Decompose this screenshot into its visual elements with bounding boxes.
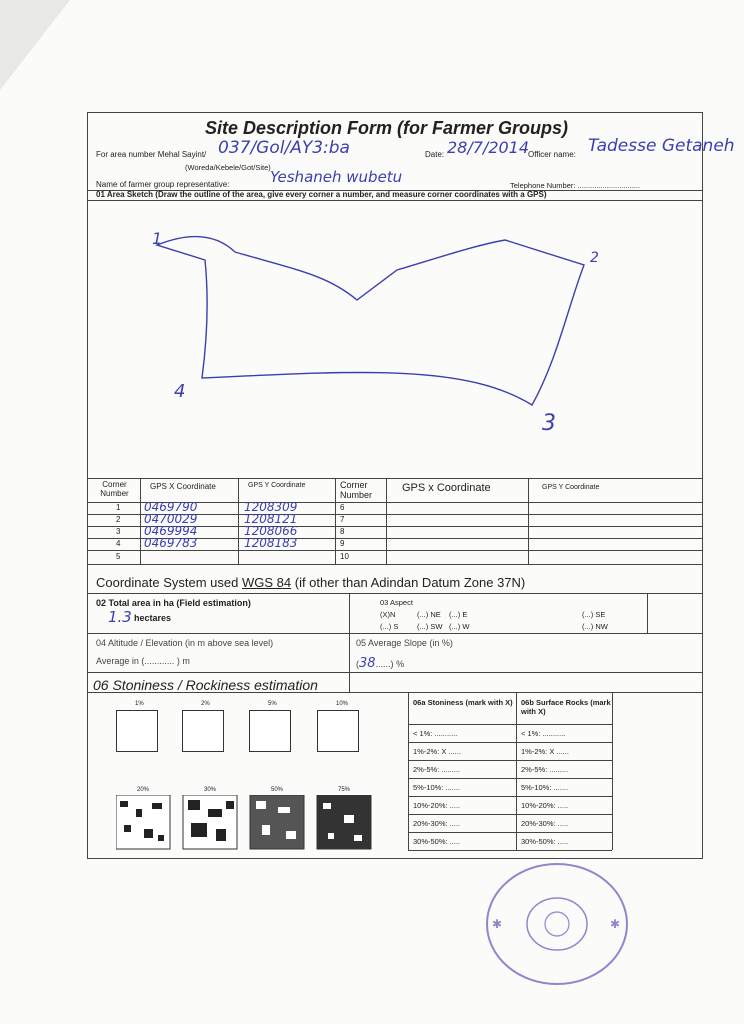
corner-label: 2 <box>590 250 599 266</box>
stoniness-row[interactable]: 1%-2%: X ...... <box>413 747 461 756</box>
altitude-label: 04 Altitude / Elevation (in m above sea level) <box>96 638 274 648</box>
officer-value[interactable]: Tadesse Getaneh <box>588 136 735 156</box>
date-value[interactable]: 28/7/2014 <box>447 138 530 157</box>
aspect-option-se[interactable]: (...) SE <box>582 610 606 619</box>
stoniness-samples-dense <box>116 795 372 851</box>
col-header: GPS x Coordinate <box>402 482 491 494</box>
stoniness-row[interactable]: 10%-20%: ..... <box>413 801 461 810</box>
surface-rocks-row[interactable]: < 1%: ........... <box>521 729 566 738</box>
stoniness-sample-1 <box>116 710 158 752</box>
stoniness-row[interactable]: < 1%: ........... <box>413 729 458 738</box>
phone-label: Telephone Number: .............................. <box>510 181 641 190</box>
aspect-option-nw[interactable]: (...) NW <box>582 622 608 631</box>
row-number: 1 <box>116 503 121 512</box>
stoniness-row[interactable]: 2%-5%: ......... <box>413 765 461 774</box>
surface-rocks-col-title: 06b Surface Rocks (mark with X) <box>521 698 611 716</box>
gps-x-value[interactable]: 0469783 <box>144 536 198 550</box>
area-sketch <box>87 200 701 470</box>
gps-y-value[interactable]: 1208309 <box>244 500 298 514</box>
stoniness-sample-2 <box>182 710 224 752</box>
gps-x-value[interactable]: 0469994 <box>144 524 198 538</box>
aspect-label: 03 Aspect <box>380 598 413 607</box>
total-area-unit: hectares <box>134 613 172 623</box>
stoniness-row[interactable]: 20%-30%: ..... <box>413 819 461 828</box>
sample-label: 5% <box>268 701 277 707</box>
stoniness-heading: 06 Stoniness / Rockiness estimation <box>93 677 318 693</box>
stoniness-sample-5 <box>249 710 291 752</box>
officer-label: Officer name: <box>528 150 576 159</box>
sample-label: 2% <box>201 701 210 707</box>
coord-system-suffix: (if other than Adindan Datum Zone 37N) <box>294 575 526 590</box>
row-number: 2 <box>116 515 121 524</box>
col-header: GPS X Coordinate <box>150 482 216 491</box>
row-number: 3 <box>116 527 121 536</box>
gps-x-value[interactable]: 0469790 <box>144 500 198 514</box>
aspect-option-s[interactable]: (...) S <box>380 622 399 631</box>
row-number: 7 <box>340 515 345 524</box>
stoniness-col-title: 06a Stoniness (mark with X) <box>413 698 513 707</box>
svg-text:✱: ✱ <box>610 917 621 931</box>
aspect-option-ne[interactable]: (...) NE <box>417 610 441 619</box>
gps-y-value[interactable]: 1208183 <box>244 536 298 550</box>
stoniness-row[interactable]: 5%-10%: ....... <box>413 783 461 792</box>
woreda-note: (Woreda/Kebele/Got/Site) <box>185 163 271 172</box>
aspect-option-n[interactable]: (X)N <box>380 610 396 619</box>
coord-system-prefix: Coordinate System used <box>96 575 239 590</box>
row-number: 5 <box>116 552 121 561</box>
total-area-value[interactable]: 1.3 <box>108 608 132 626</box>
surface-rocks-row[interactable]: 20%-30%: ..... <box>521 819 569 828</box>
surface-rocks-row[interactable]: 1%-2%: X ...... <box>521 747 569 756</box>
surface-rocks-row[interactable]: 5%-10%: ....... <box>521 783 569 792</box>
row-number: 4 <box>116 539 121 548</box>
sample-label: 1% <box>135 701 144 707</box>
altitude-value-line[interactable]: Average in (............ ) m <box>96 656 190 666</box>
gps-x-value[interactable]: 0470029 <box>144 512 198 526</box>
row-number: 8 <box>340 527 345 536</box>
col-header: Corner Number <box>340 480 373 500</box>
col-header: GPS Y Coordinate <box>542 484 600 491</box>
surface-rocks-row[interactable]: 30%-50%: ..... <box>521 837 569 846</box>
stoniness-sample-10 <box>317 710 359 752</box>
sample-label: 20% <box>137 787 150 793</box>
corner-label: 3 <box>542 411 556 436</box>
stoniness-row[interactable]: 30%-50%: ..... <box>413 837 461 846</box>
aspect-option-sw[interactable]: (...) SW <box>417 622 443 631</box>
rep-label: Name of farmer group representative: <box>96 180 230 189</box>
svg-text:✱: ✱ <box>492 917 503 931</box>
coord-system-line <box>96 575 525 590</box>
total-area-label: 02 Total area in ha (Field estimation) <box>96 598 251 608</box>
sample-label: 30% <box>204 787 217 793</box>
form-title: Site Description Form (for Farmer Groups) <box>205 118 569 138</box>
sketch-heading: 01 Area Sketch (Draw the outline of the area, give every corner a number, and measure corner coordinates with a GPS) <box>96 190 547 199</box>
col-header: GPS Y Coordinate <box>248 482 306 489</box>
slope-line: (38......) % <box>356 656 405 671</box>
row-number: 9 <box>340 539 345 548</box>
corner-label: 1 <box>152 229 163 248</box>
slope-label: 05 Average Slope (in %) <box>356 638 453 648</box>
official-stamp <box>482 858 632 988</box>
sample-label: 75% <box>338 787 351 793</box>
date-label: Date: <box>425 150 445 159</box>
sample-label: 10% <box>336 701 349 707</box>
folded-corner <box>0 0 70 90</box>
gps-y-value[interactable]: 1208066 <box>244 524 298 538</box>
row-number: 6 <box>340 503 345 512</box>
area-value[interactable]: 037/Gol/AY3:ba <box>218 138 350 158</box>
aspect-option-w[interactable]: (...) W <box>449 622 470 631</box>
slope-unit: % <box>396 659 405 669</box>
col-header: Corner Number <box>100 480 129 498</box>
rep-value[interactable]: Yeshaneh wubetu <box>270 168 403 186</box>
coord-system-value[interactable]: WGS 84 <box>241 575 292 590</box>
corner-label: 4 <box>174 381 186 402</box>
slope-value[interactable]: 38 <box>359 656 376 671</box>
surface-rocks-row[interactable]: 2%-5%: ......... <box>521 765 569 774</box>
sample-label: 50% <box>271 787 284 793</box>
gps-y-value[interactable]: 1208121 <box>244 512 298 526</box>
row-number: 10 <box>340 552 349 561</box>
surface-rocks-row[interactable]: 10%-20%: ..... <box>521 801 569 810</box>
aspect-option-e[interactable]: (...) E <box>449 610 468 619</box>
area-label: For area number Mehal Sayint/ <box>96 150 207 159</box>
